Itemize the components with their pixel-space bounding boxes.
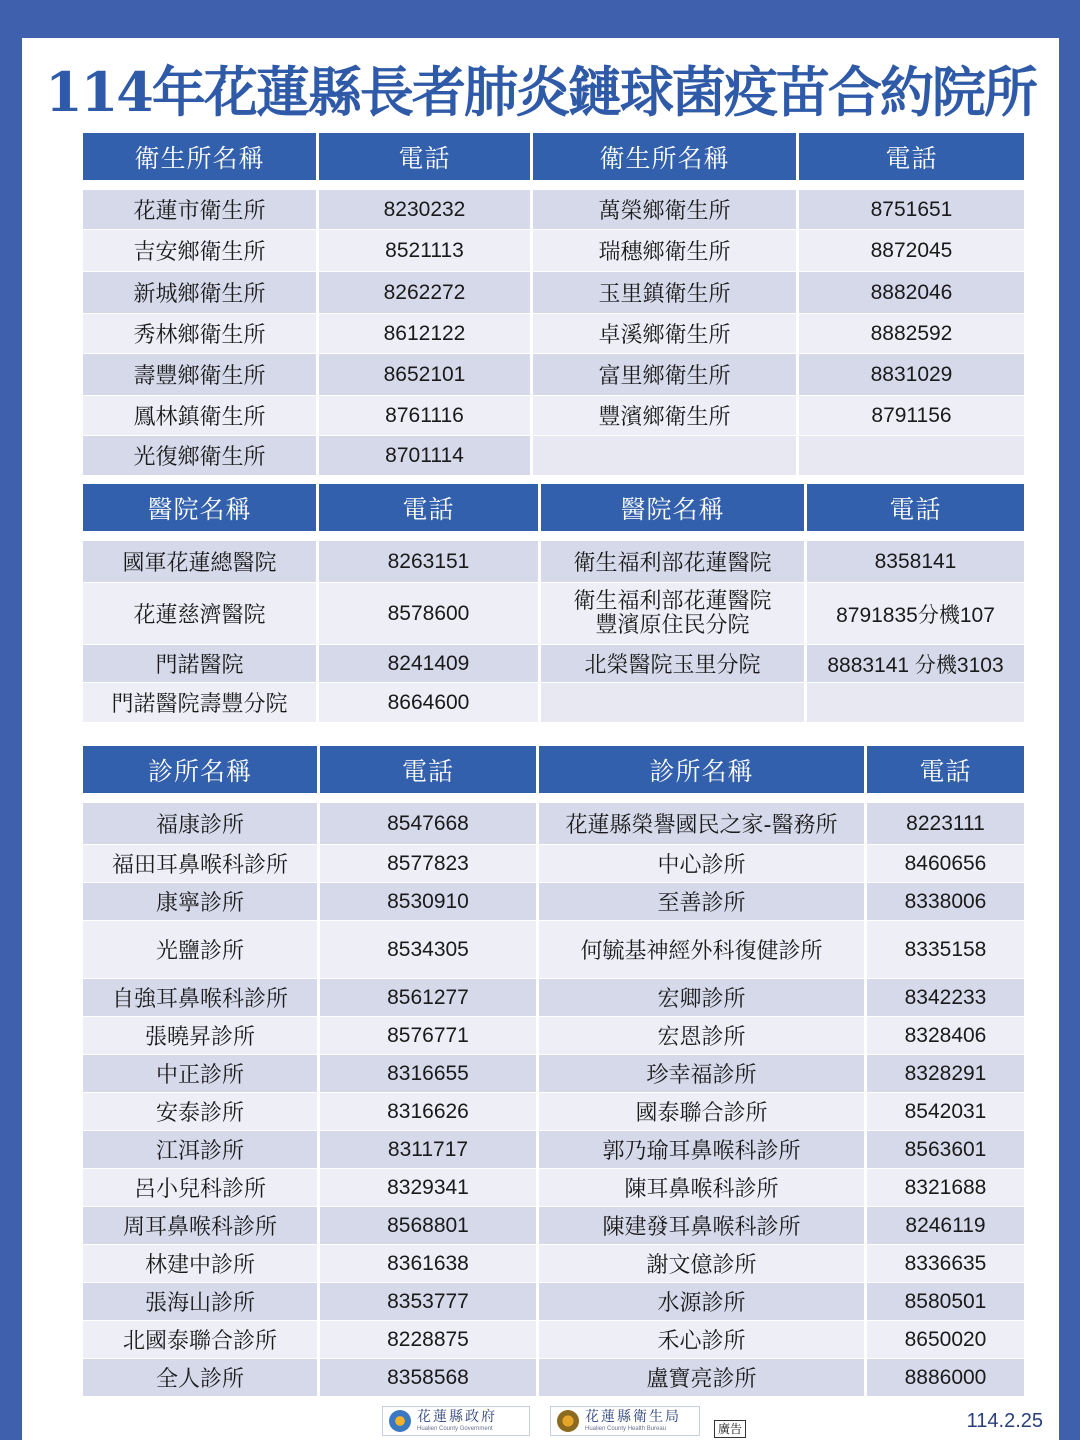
facility-name-cell: 中正診所 xyxy=(82,1055,319,1093)
facility-name-cell: 江洱診所 xyxy=(82,1131,319,1169)
facility-name-cell: 自強耳鼻喉科診所 xyxy=(82,979,319,1017)
phone-cell: 8568801 xyxy=(319,1207,538,1245)
table-row xyxy=(82,803,1026,845)
table-row xyxy=(82,1245,1026,1283)
facility-name-cell: 豐濱鄉衛生所 xyxy=(532,396,798,436)
phone-cell: 8460656 xyxy=(866,845,1026,883)
phone-cell: 8561277 xyxy=(319,979,538,1017)
facility-name-cell: 中心診所 xyxy=(538,845,866,883)
logo-subtitle: Hualien County Health Bureau xyxy=(585,1426,667,1432)
table-header-row xyxy=(82,745,1026,795)
phone-cell: 8353777 xyxy=(319,1283,538,1321)
column-header-name: 診所名稱 xyxy=(538,745,866,795)
phone-cell: 8547668 xyxy=(319,803,538,845)
column-header-name: 醫院名稱 xyxy=(540,483,806,533)
table-header-row xyxy=(82,483,1026,533)
facility-name-cell: 宏恩診所 xyxy=(538,1017,866,1055)
phone-cell: 8791835分機107 xyxy=(806,583,1026,645)
column-header-phone: 電話 xyxy=(798,132,1026,182)
logo-title: 花蓮縣政府 xyxy=(417,1409,497,1425)
phone-cell: 8882046 xyxy=(798,272,1026,314)
phone-cell: 8886000 xyxy=(866,1359,1026,1397)
table-row xyxy=(82,354,1026,396)
phone-cell: 8328291 xyxy=(866,1055,1026,1093)
clinic-table xyxy=(80,743,1027,1397)
table-header-row xyxy=(82,132,1026,182)
phone-cell: 8262272 xyxy=(318,272,532,314)
poster-page xyxy=(22,38,1059,1440)
facility-name-cell: 門諾醫院壽豐分院 xyxy=(82,683,318,723)
phone-cell: 8530910 xyxy=(319,883,538,921)
logo-title: 花蓮縣衛生局 xyxy=(585,1409,681,1425)
page-title: 114年花蓮縣長者肺炎鏈球菌疫苗合約院所 xyxy=(45,60,1036,124)
phone-cell: 8311717 xyxy=(319,1131,538,1169)
facility-name-cell: 張曉昇診所 xyxy=(82,1017,319,1055)
spacer-row xyxy=(82,182,1026,190)
health-center-table xyxy=(80,130,1027,476)
facility-name-cell: 光鹽診所 xyxy=(82,921,319,979)
facility-name-cell: 光復鄉衛生所 xyxy=(82,436,318,476)
phone-cell: 8563601 xyxy=(866,1131,1026,1169)
phone-cell: 8316626 xyxy=(319,1093,538,1131)
table-row xyxy=(82,314,1026,354)
phone-cell: 8578600 xyxy=(318,583,540,645)
table-row xyxy=(82,1207,1026,1245)
logo-subtitle: Hualien County Government xyxy=(417,1426,493,1432)
facility-name-cell: 衛生福利部花蓮醫院 xyxy=(540,541,806,583)
facility-name-cell: 花蓮縣榮譽國民之家-醫務所 xyxy=(538,803,866,845)
facility-name-cell: 安泰診所 xyxy=(82,1093,319,1131)
facility-name-cell: 卓溪鄉衛生所 xyxy=(532,314,798,354)
phone-cell: 8328406 xyxy=(866,1017,1026,1055)
table-row xyxy=(82,1359,1026,1397)
phone-cell: 8329341 xyxy=(319,1169,538,1207)
table-row xyxy=(82,1017,1026,1055)
phone-cell: 8650020 xyxy=(866,1321,1026,1359)
facility-name-cell xyxy=(540,683,806,723)
facility-name-cell: 水源診所 xyxy=(538,1283,866,1321)
facility-name-cell: 郭乃瑜耳鼻喉科診所 xyxy=(538,1131,866,1169)
column-header-phone: 電話 xyxy=(318,483,540,533)
facility-name-cell: 壽豐鄉衛生所 xyxy=(82,354,318,396)
table-row xyxy=(82,645,1026,683)
hospital-table xyxy=(80,481,1027,723)
facility-name-cell: 陳建發耳鼻喉科診所 xyxy=(538,1207,866,1245)
phone-cell xyxy=(798,436,1026,476)
phone-cell: 8576771 xyxy=(319,1017,538,1055)
table-row xyxy=(82,541,1026,583)
facility-name-cell: 福田耳鼻喉科診所 xyxy=(82,845,319,883)
facility-name-cell: 林建中診所 xyxy=(82,1245,319,1283)
phone-cell: 8241409 xyxy=(318,645,540,683)
phone-cell: 8761116 xyxy=(318,396,532,436)
table-row xyxy=(82,190,1026,230)
column-header-name: 診所名稱 xyxy=(82,745,319,795)
phone-cell: 8580501 xyxy=(866,1283,1026,1321)
phone-cell: 8534305 xyxy=(319,921,538,979)
facility-name-cell: 國泰聯合診所 xyxy=(538,1093,866,1131)
facility-name-cell: 康寧診所 xyxy=(82,883,319,921)
facility-name-cell: 呂小兒科診所 xyxy=(82,1169,319,1207)
phone-cell xyxy=(806,683,1026,723)
phone-cell: 8872045 xyxy=(798,230,1026,272)
phone-cell: 8882592 xyxy=(798,314,1026,354)
phone-cell: 8246119 xyxy=(866,1207,1026,1245)
facility-name-cell: 陳耳鼻喉科診所 xyxy=(538,1169,866,1207)
facility-name-cell: 鳳林鎮衛生所 xyxy=(82,396,318,436)
table-row xyxy=(82,230,1026,272)
publish-date: 114.2.25 xyxy=(966,1410,1043,1432)
column-header-phone: 電話 xyxy=(319,745,538,795)
phone-cell: 8358141 xyxy=(806,541,1026,583)
table-row xyxy=(82,921,1026,979)
facility-name-cell: 全人診所 xyxy=(82,1359,319,1397)
table-row xyxy=(82,683,1026,723)
phone-cell: 8228875 xyxy=(319,1321,538,1359)
phone-cell: 8577823 xyxy=(319,845,538,883)
facility-name-cell: 宏卿診所 xyxy=(538,979,866,1017)
facility-name-cell: 花蓮市衛生所 xyxy=(82,190,318,230)
facility-name-cell: 花蓮慈濟醫院 xyxy=(82,583,318,645)
county-government-logo xyxy=(382,1406,530,1436)
column-header-name: 衛生所名稱 xyxy=(82,132,318,182)
table-row xyxy=(82,436,1026,476)
table-row xyxy=(82,979,1026,1017)
spacer-row xyxy=(82,533,1026,541)
facility-name-cell: 北國泰聯合診所 xyxy=(82,1321,319,1359)
health-bureau-logo xyxy=(550,1406,700,1436)
phone-cell: 8831029 xyxy=(798,354,1026,396)
phone-cell: 8321688 xyxy=(866,1169,1026,1207)
facility-name-cell xyxy=(532,436,798,476)
table-row xyxy=(82,1283,1026,1321)
footer xyxy=(22,1404,1059,1440)
phone-cell: 8230232 xyxy=(318,190,532,230)
ad-label: 廣告 xyxy=(714,1420,746,1438)
phone-cell: 8263151 xyxy=(318,541,540,583)
table-row xyxy=(82,883,1026,921)
column-header-phone: 電話 xyxy=(318,132,532,182)
table-row xyxy=(82,1093,1026,1131)
table-row xyxy=(82,1131,1026,1169)
county-emblem-icon xyxy=(389,1410,411,1432)
table-row xyxy=(82,272,1026,314)
table-row xyxy=(82,845,1026,883)
facility-name-cell: 吉安鄉衛生所 xyxy=(82,230,318,272)
table-row xyxy=(82,1055,1026,1093)
phone-cell: 8335158 xyxy=(866,921,1026,979)
phone-cell: 8701114 xyxy=(318,436,532,476)
phone-cell: 8652101 xyxy=(318,354,532,396)
phone-cell: 8342233 xyxy=(866,979,1026,1017)
facility-name-cell: 福康診所 xyxy=(82,803,319,845)
table-row xyxy=(82,1321,1026,1359)
table-row xyxy=(82,583,1026,645)
facility-name-cell: 謝文億診所 xyxy=(538,1245,866,1283)
facility-name-cell: 瑞穗鄉衛生所 xyxy=(532,230,798,272)
facility-name-cell: 北榮醫院玉里分院 xyxy=(540,645,806,683)
phone-cell: 8316655 xyxy=(319,1055,538,1093)
facility-name-cell: 新城鄉衛生所 xyxy=(82,272,318,314)
facility-name-cell: 周耳鼻喉科診所 xyxy=(82,1207,319,1245)
table-row xyxy=(82,1169,1026,1207)
facility-name-cell: 至善診所 xyxy=(538,883,866,921)
facility-name-cell: 禾心診所 xyxy=(538,1321,866,1359)
phone-cell: 8338006 xyxy=(866,883,1026,921)
phone-cell: 8223111 xyxy=(866,803,1026,845)
phone-cell: 8883141 分機3103 xyxy=(806,645,1026,683)
facility-name-cell: 富里鄉衛生所 xyxy=(532,354,798,396)
phone-cell: 8791156 xyxy=(798,396,1026,436)
facility-name-cell: 萬榮鄉衛生所 xyxy=(532,190,798,230)
facility-name-cell: 衛生福利部花蓮醫院 豐濱原住民分院 xyxy=(540,583,806,645)
facility-name-cell: 盧寶亮診所 xyxy=(538,1359,866,1397)
phone-cell: 8751651 xyxy=(798,190,1026,230)
column-header-phone: 電話 xyxy=(866,745,1026,795)
spacer-row xyxy=(82,795,1026,803)
facility-name-cell: 張海山診所 xyxy=(82,1283,319,1321)
table-row xyxy=(82,396,1026,436)
column-header-name: 醫院名稱 xyxy=(82,483,318,533)
facility-name-cell: 門諾醫院 xyxy=(82,645,318,683)
phone-cell: 8664600 xyxy=(318,683,540,723)
phone-cell: 8358568 xyxy=(319,1359,538,1397)
phone-cell: 8336635 xyxy=(866,1245,1026,1283)
phone-cell: 8612122 xyxy=(318,314,532,354)
phone-cell: 8361638 xyxy=(319,1245,538,1283)
facility-name-cell: 秀林鄉衛生所 xyxy=(82,314,318,354)
column-header-phone: 電話 xyxy=(806,483,1026,533)
facility-name-cell: 國軍花蓮總醫院 xyxy=(82,541,318,583)
facility-name-cell: 珍幸福診所 xyxy=(538,1055,866,1093)
column-header-name: 衛生所名稱 xyxy=(532,132,798,182)
facility-name-cell: 玉里鎮衛生所 xyxy=(532,272,798,314)
phone-cell: 8542031 xyxy=(866,1093,1026,1131)
phone-cell: 8521113 xyxy=(318,230,532,272)
health-bureau-emblem-icon xyxy=(557,1410,579,1432)
facility-name-cell: 何毓基神經外科復健診所 xyxy=(538,921,866,979)
